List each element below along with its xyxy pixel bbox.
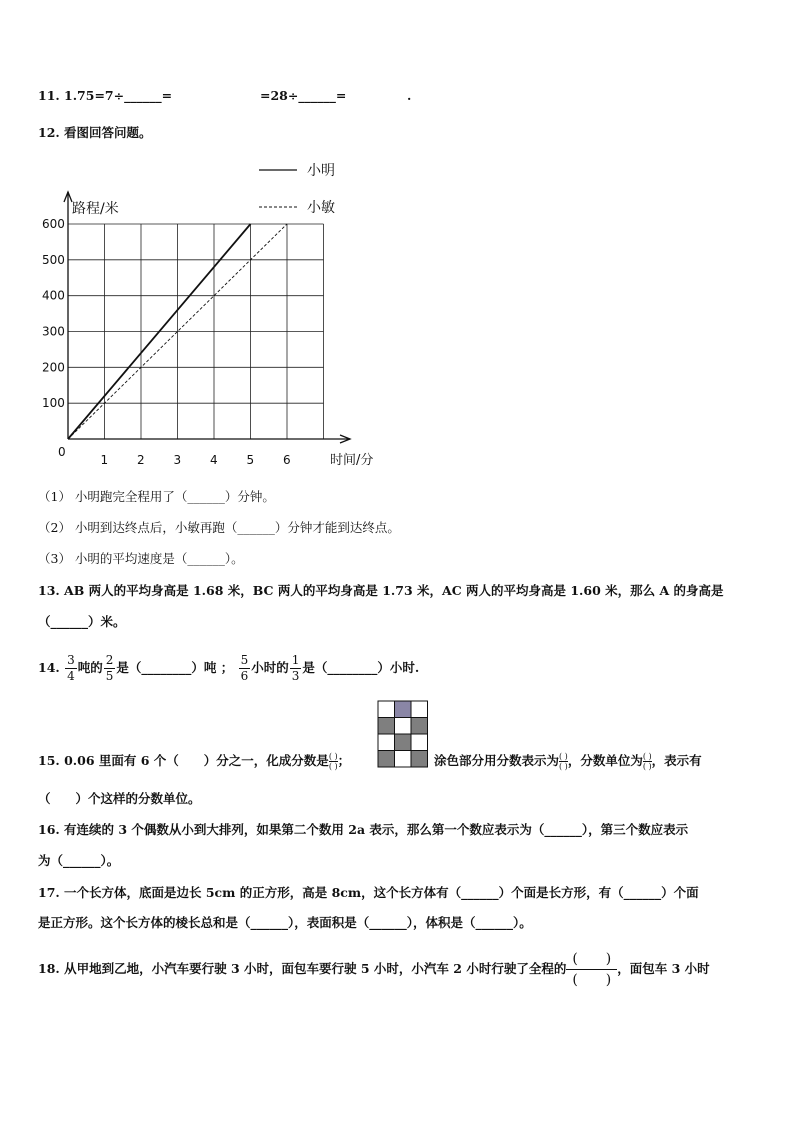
grid-cell-shaded [378, 751, 395, 768]
x-tick-label: 5 [246, 453, 255, 467]
q14-fraction-1: $\frac{3}{4}$ [67, 653, 75, 683]
grid-cell [395, 751, 412, 768]
q15-text-4: ，分数单位为 [567, 753, 643, 768]
y-tick-label: 500 [42, 252, 65, 267]
grid-cell-shaded [378, 718, 395, 735]
q18-line [38, 947, 710, 991]
grid-cell [378, 734, 395, 751]
grid-cell-shaded [411, 751, 428, 768]
y-tick-label: 400 [42, 288, 65, 303]
q14-fraction-2: $\frac{2}{5}$ [105, 653, 114, 683]
q14-text-2: 是（________）吨 ； [116, 660, 234, 675]
q16-number: 16. [38, 822, 60, 837]
grid-cell [395, 718, 412, 735]
grid-cell-shaded [395, 701, 412, 718]
grid-cell [378, 701, 395, 718]
q16-line1: 有连续的 3 个偶数从小到大排列，如果第二个数用 2a 表示，那么第一个数应表示为（______），第三个数应表示 [64, 822, 689, 837]
q15-fraction-blank-1: $\frac{( )}{( )}$ [328, 752, 338, 771]
shaded-grid-figure [377, 700, 429, 770]
legend-label: 小明 [307, 163, 335, 179]
q13-line1: AB 两人的平均身高是 1.68 米，BC 两人的平均身高是 1.73 米，AC 两人的平均身高是 1.60 米，那么 A 的身高是 [64, 583, 724, 598]
q15-line2: （ ）个这样的分数单位。 [38, 791, 201, 806]
q16-line2: 为（______）。 [38, 853, 120, 868]
chart-grid [68, 224, 324, 439]
q11-part1: 1.75=7÷______= [64, 88, 173, 103]
q17-line2: 是正方形。这个长方体的棱长总和是（______），表面积是（______），体积是（______）。 [38, 915, 532, 930]
x-axis-label: 时间/分 [330, 453, 374, 468]
y-tick-label: 200 [42, 360, 65, 375]
q15-text-5: ，表示有 [651, 753, 702, 768]
q14-fraction-3: $\frac{5}{6}$ [240, 653, 249, 683]
legend-label: 小敏 [307, 200, 335, 216]
chart-legend [259, 163, 335, 216]
q11-number: 11. [38, 88, 60, 103]
grid-cell [411, 734, 428, 751]
x-tick-label: 1 [100, 453, 109, 467]
q15-line1-right [434, 751, 702, 771]
grid-cell-shaded [411, 718, 428, 735]
q15-fraction-blank-2: $\frac{( )}{( )}$ [559, 752, 568, 771]
grid-cell-shaded [395, 734, 412, 751]
x-tick-label: 3 [173, 453, 182, 467]
chart-axes [64, 192, 350, 443]
q13-line2: （______）米。 [38, 614, 126, 629]
q15-text-2: ； [337, 753, 351, 768]
q14-number: 14. [38, 660, 60, 675]
q18-number: 18. [38, 961, 60, 976]
q13-number: 13. [38, 583, 60, 598]
x-tick-label: 4 [210, 453, 218, 467]
q12-title: 看图回答问题。 [64, 125, 152, 140]
distance-time-chart [0, 150, 420, 475]
q15-text-3: 涂色部分用分数表示为 [434, 753, 560, 768]
q15-line1 [38, 751, 350, 771]
q14-text-3: 小时的 [251, 660, 289, 675]
q12-sub1: （1） 小明跑完全程用了（______）分钟。 [38, 489, 275, 504]
q12-sub3: （3） 小明的平均速度是（______）。 [38, 551, 244, 566]
q18-text-2: ，面包车 3 小时 [617, 961, 710, 976]
q15-text-1: 0.06 里面有 6 个（ ）分之一，化成分数是 [64, 753, 329, 768]
q18-text-1: 从甲地到乙地，小汽车要行驶 3 小时，面包车要行驶 5 小时，小汽车 2 小时行驶了全程的 [64, 961, 567, 976]
q18-fraction-blank: $\frac{( )}{( )}$ [566, 949, 617, 990]
origin-label: 0 [58, 445, 66, 459]
q14-text-4: 是（________）小时. [302, 660, 420, 675]
y-tick-label: 100 [42, 396, 65, 411]
q15-fraction-blank-3: $\frac{( )}{( )}$ [642, 752, 652, 771]
x-tick-label: 6 [283, 453, 291, 467]
q14-fraction-4: $\frac{1}{3}$ [291, 653, 300, 683]
y-tick-label: 300 [42, 324, 65, 339]
q17-line1: 一个长方体，底面是边长 5cm 的正方形，高是 8cm，这个长方体有（______）个面是长方形，有（______）个面 [64, 885, 699, 900]
q12-number: 12. [38, 125, 60, 140]
q12-sub2: （2） 小明到达终点后，小敏再跑（______）分钟才能到达终点。 [38, 520, 400, 535]
y-tick-label: 600 [42, 217, 65, 231]
q17-number: 17. [38, 885, 60, 900]
x-tick-label: 2 [137, 453, 145, 467]
q14-line [38, 651, 419, 685]
y-axis-label: 路程/米 [72, 201, 119, 217]
q14-text-1: 吨的 [77, 660, 103, 675]
grid-cell [411, 701, 428, 718]
q11-part2: =28÷______= [260, 88, 347, 103]
q15-number: 15. [38, 753, 60, 768]
q11-part3: . [407, 88, 412, 103]
